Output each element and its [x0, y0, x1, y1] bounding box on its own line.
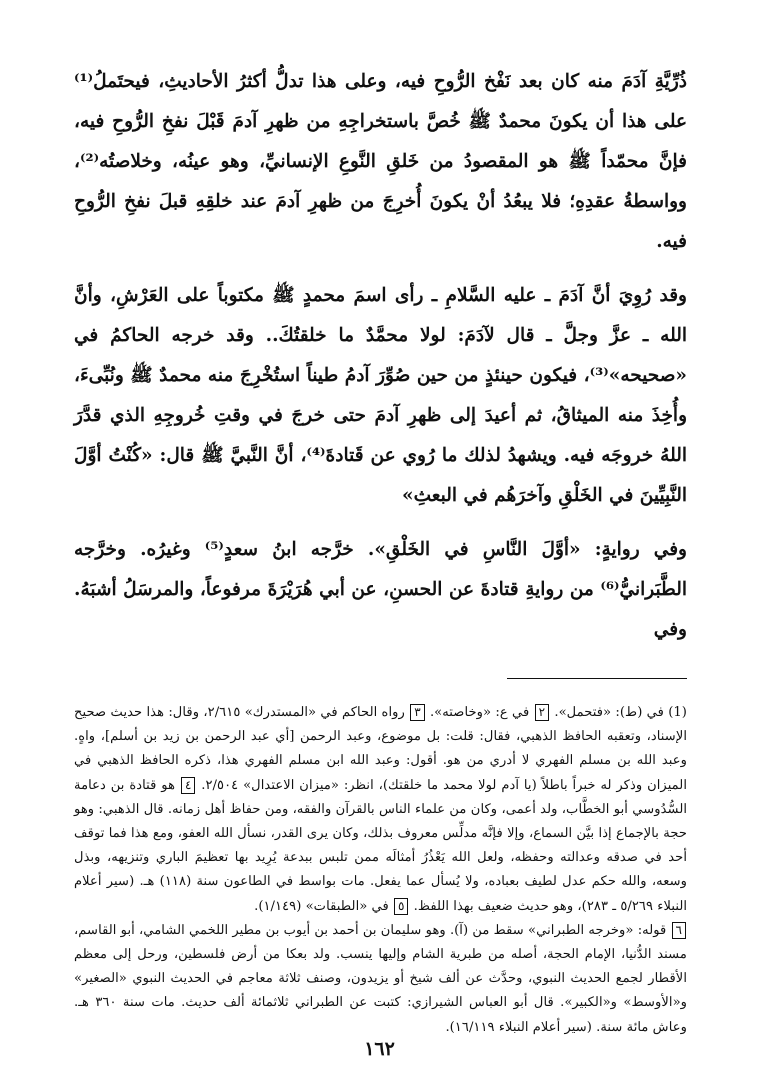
footnote-6: قوله: «وخرجه الطبراني» سقط من (آ). وهو سليمان بن أحمد بن أيوب بن مطير اللخمي الشامي، أبو القاسم، مسند الدُّنيا، الإمام الحجة، أصله من طبرية الشام وإليها ينسب. ولد بعكا من أرض فلسطين، ورحل إلى معظم الأقطار لجمع الحديث النبوي، وحدَّث عن ألف شيخ أو يزيدون، وصنف ثلاثة معاجم في الحديث النبوي «الصغير» و«الأوسط» و«الكبير». قال أبو العباس الشيرازي: كتبت عن الطبراني ثلاثمائة ألف حديث. مات سنة ٣٦٠ هـ. وعاش مائة سنة. (سير أعلام النبلاء ١٦/١١٩).	[74, 922, 688, 1035]
paragraph-3: وفي روايةٍ: «أوَّلَ النَّاسِ في الخَلْقِ». خرَّجه ابنُ سعدٍ⁽⁵⁾ وغيرُه. وخرَّجه الطَّبَرانيُّ⁽⁶⁾ من روايةِ قتادةَ عن الحسنِ، عن أبي هُرَيْرَةَ مرفوعاً، والمرسَلُ أشبَهُ. وفي	[74, 539, 687, 640]
footnote-3-number: ٣	[410, 704, 424, 721]
footnote-4: هو قتادة بن دعامة السُّدُوسي أبو الخطَّاب، ولد أعمى، وكان من علماء الناس بالقرآن والفقه، ومن حفاظ أهل زمانه. قال الذهبي: وهو حجة بالإجماع إذا بيَّن السماع، وإلا فإنَّه مدلِّس معروف بذلك، وكان يرى القدر، نسأل الله العفو، ومع هذا فما توقف أحد في صدقه وعدالته وحفظه، ولعل الله يَعْذُرُ أمثالَه ممن تلبس ببدعة يُرِيد بها تعظيمَ الباري وتنزيهه، وبذل وسعه، والله حكم عدل لطيف بعباده، ولا يُسأل عما يفعل. مات بواسط في الطاعون سنة (١١٨) هـ. (سير أعلام النبلاء ٥/٢٦٩ ـ ٢٨٣)، وهو حديث ضعيف بهذا اللفظ.	[74, 777, 687, 914]
footnote-5-number: ٥	[394, 898, 408, 915]
footnote-2: في ع: «وخاصته».	[429, 705, 530, 720]
footnote-separator	[507, 678, 687, 679]
footnotes	[74, 701, 687, 1040]
footnote-block-2	[74, 919, 687, 1040]
footnote-6-number: ٦	[672, 922, 686, 939]
main-text	[74, 62, 687, 650]
page-number: ١٦٢	[364, 1038, 395, 1060]
footnote-block-1	[74, 701, 687, 919]
footnote-1: (1) في (ط): «فتحمل».	[554, 705, 687, 720]
paragraph-1: ذُرِّيَّةِ آدَمَ منه كان بعد نَفْخ الرُّوحِ فيه، وعلى هذا تدلُّ أكثرُ الأحاديثِ، فيحتَملُ⁽¹⁾ على هذا أن يكونَ محمدٌ ﷺ خُصَّ باستخراجِهِ من ظهرِ آدمَ قَبْلَ نفخِ الرُّوحِ فيه، فإنَّ محمّداً ﷺ هو المقصودُ من خَلقِ النَّوعِ الإنسانيِّ، وهو عينُه، وخلاصتُه⁽²⁾، وواسطةُ عقدِهِ؛ فلا يبعُدُ أنْ يكونَ أُخرِجَ من ظهرِ آدمَ عند خلقِهِ قبلَ نفخِ الرُّوحِ فيه.	[74, 71, 688, 252]
footnote-5: في «الطبقات» (١/١٤٩).	[254, 898, 389, 914]
footnote-2-number: ٢	[535, 704, 549, 721]
footnote-3: رواه الحاكم في «المستدرك» ٢/٦١٥، وقال: هذا حديث صحيح الإسناد، وتعقبه الحافظ الذهبي، فقال: قلت: بل موضوع، وعبد الرحمن [أي عبد الرحمن بن زيد بن أسلم]، واهٍ. وعبد الله بن مسلم الفهري لا أدري من هو. أقول: وعبد الله ابن مسلم الفهري هذا، ذكره الحافظ الذهبي في الميزان وذكر له خبراً باطلاً (يا آدم لولا محمد ما خلقتك)، انظر: «ميزان الاعتدال» ٢/٥٠٤.	[74, 705, 687, 793]
footnote-4-number: ٤	[181, 777, 195, 794]
paragraph-2: وقد رُوِيَ أنَّ آدَمَ ـ عليه السَّلامِ ـ رأى اسمَ محمدٍ ﷺ مكتوباً على العَرْشِ، وأنَّ الله ـ عزَّ وجلَّ ـ قال لآدَمَ: لولا محمَّدٌ ما خلقتُكَ.. وقد خرجه الحاكمُ في «صحيحه»⁽³⁾، فيكون حينئذٍ من حين صُوِّرَ آدمُ طيناً استُخْرِجَ منه محمدٌ ﷺ ونُبِّىءَ، وأُخِذَ منه الميثاقُ، ثم أعيدَ إلى ظهرِ آدمَ حتى خرجَ في وقتِ خُروجِهِ الذي قدَّرَ اللهُ خروجَه فيه. ويشهدُ لذلك ما رُوي عن قَتادةَ⁽⁴⁾، أنَّ النَّبيَّ ﷺ قال: «كُنْتُ أوَّلَ النَّبِيِّينَ في الخَلْقِ وآخرَهُم في البعثِ»	[74, 285, 688, 506]
